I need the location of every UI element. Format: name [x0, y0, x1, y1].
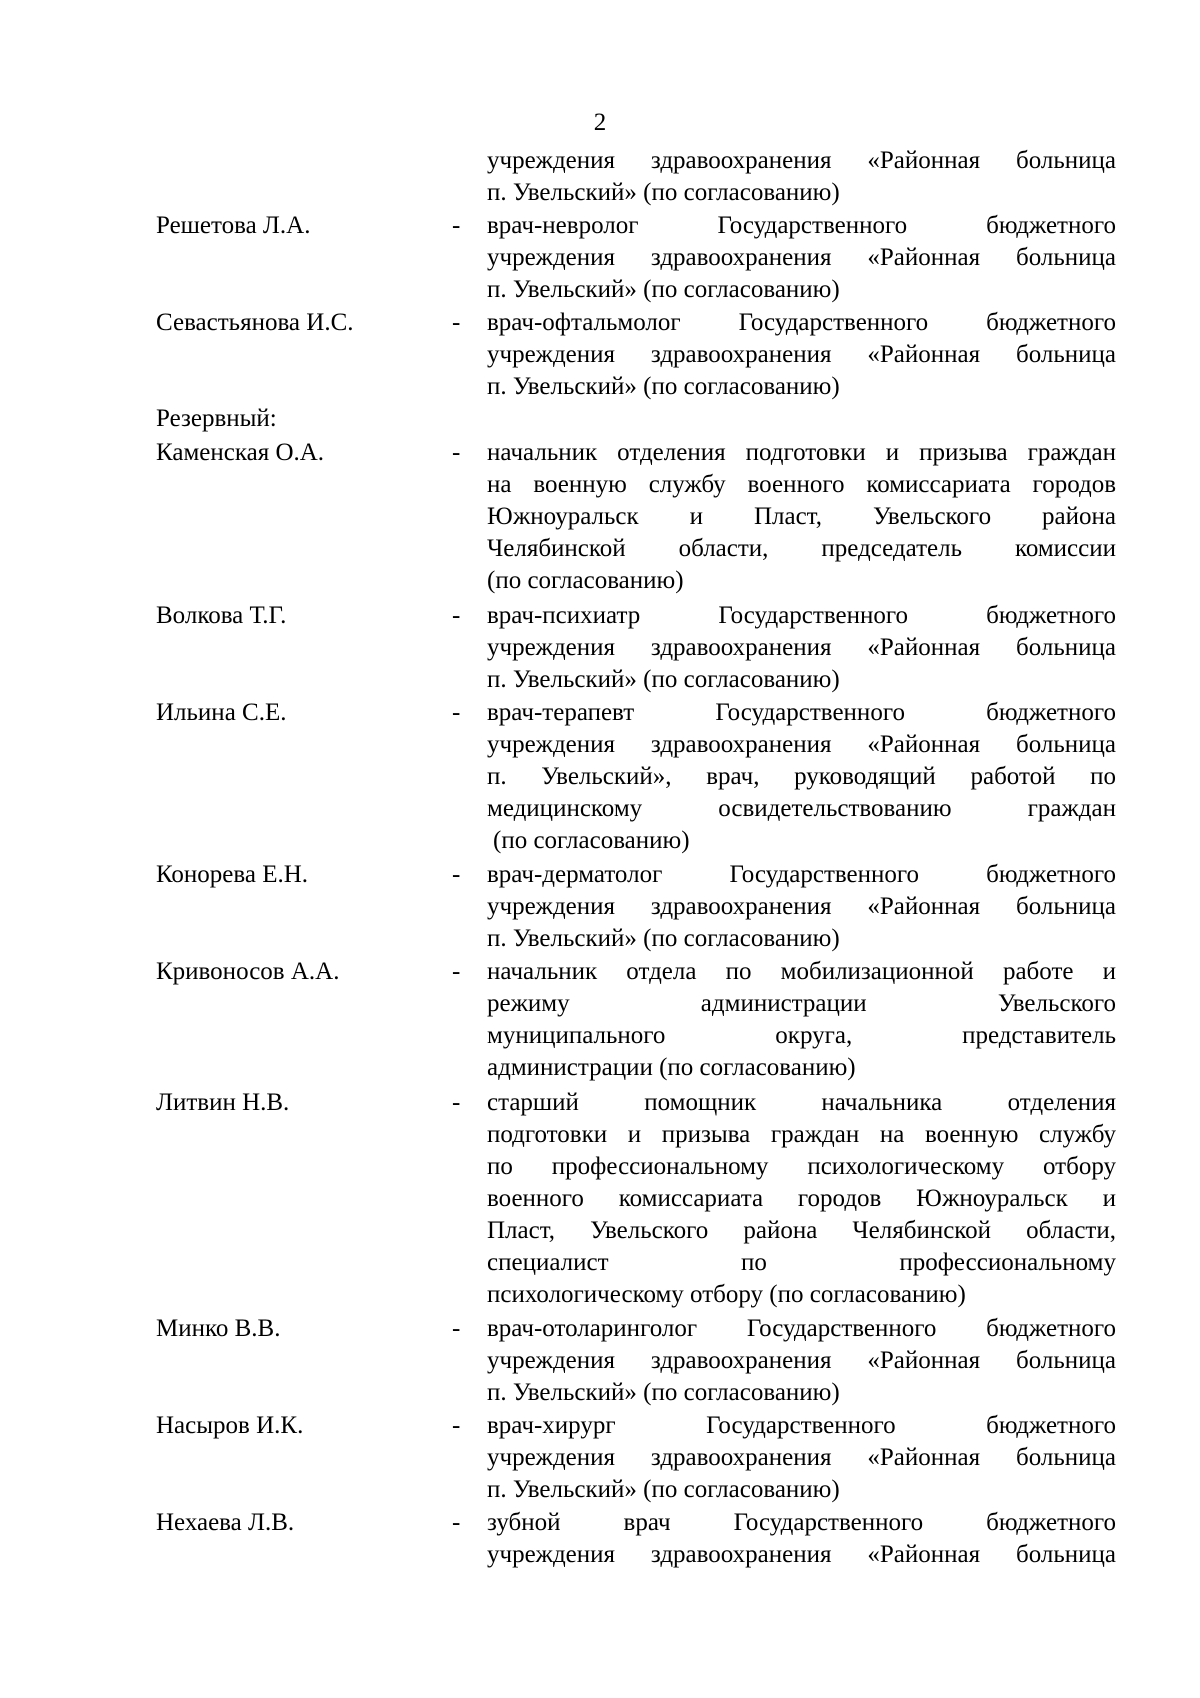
member-description: [487, 210, 1116, 306]
description-line: муниципального округа, представитель: [487, 1022, 1116, 1049]
dash: -: [452, 958, 461, 985]
dash: -: [452, 1315, 461, 1342]
member-name: Нехаева Л.В.: [156, 1509, 295, 1536]
description-line: начальник отделения подготовки и призыва граждан: [487, 439, 1116, 466]
description-line: учреждения здравоохранения «Районная больница: [487, 893, 1116, 920]
description-line: (по согласованию): [493, 827, 690, 854]
description-line: зубной врач Государственного бюджетного: [487, 1509, 1116, 1536]
member-name: Конорева Е.Н.: [156, 861, 309, 888]
description-line: психологическому отбору (по согласованию): [487, 1281, 966, 1308]
dash: -: [452, 699, 461, 726]
description-line: врач-офтальмолог Государственного бюджетного: [487, 309, 1116, 336]
description-line: подготовки и призыва граждан на военную службу: [487, 1121, 1116, 1148]
description-line: режиму администрации Увельского: [487, 990, 1116, 1017]
member-description: [487, 1507, 1116, 1571]
description-line: п. Увельский» (по согласованию): [487, 179, 840, 206]
description-line: учреждения здравоохранения «Районная больница: [487, 147, 1116, 174]
dash: -: [452, 1412, 461, 1439]
description-line: п. Увельский» (по согласованию): [487, 925, 840, 952]
description-line: учреждения здравоохранения «Районная больница: [487, 634, 1116, 661]
member-name: Каменская О.А.: [156, 439, 325, 466]
reserve-heading: Резервный:: [156, 405, 277, 432]
dash: -: [452, 1089, 461, 1116]
member-name: Кривоносов А.А.: [156, 958, 340, 985]
member-name: Минко В.В.: [156, 1315, 281, 1342]
description-line: старший помощник начальника отделения: [487, 1089, 1116, 1116]
description-line: Пласт, Увельского района Челябинской области,: [487, 1217, 1116, 1244]
description-line: врач-дерматолог Государственного бюджетного: [487, 861, 1116, 888]
member-description: [487, 859, 1116, 955]
description-line: врач-хирург Государственного бюджетного: [487, 1412, 1116, 1439]
dash: -: [452, 1509, 461, 1536]
description-line: п. Увельский» (по согласованию): [487, 1379, 840, 1406]
member-description: [487, 437, 1116, 597]
member-name: Севастьянова И.С.: [156, 309, 354, 336]
description-line: медицинскому освидетельствованию граждан: [487, 795, 1116, 822]
description-line: Челябинской области, председатель комиссии: [487, 535, 1116, 562]
member-name: Литвин Н.В.: [156, 1089, 290, 1116]
description-line: п. Увельский», врач, руководящий работой по: [487, 763, 1116, 790]
page-number: 2: [593, 109, 607, 136]
description-line: (по согласованию): [487, 567, 684, 594]
dash: -: [452, 602, 461, 629]
description-line: п. Увельский» (по согласованию): [487, 373, 840, 400]
dash: -: [452, 439, 461, 466]
member-name: Ильина С.Е.: [156, 699, 287, 726]
description-line: Южноуральск и Пласт, Увельского района: [487, 503, 1116, 530]
description-line: врач-терапевт Государственного бюджетного: [487, 699, 1116, 726]
description-line: учреждения здравоохранения «Районная больница: [487, 341, 1116, 368]
description-line: по профессиональному психологическому отбору: [487, 1153, 1116, 1180]
continuation-description: [487, 145, 1116, 209]
description-line: администрации (по согласованию): [487, 1054, 856, 1081]
description-line: военного комиссариата городов Южноуральск и: [487, 1185, 1116, 1212]
dash: -: [452, 212, 461, 239]
member-name: Насыров И.К.: [156, 1412, 304, 1439]
dash: -: [452, 861, 461, 888]
description-line: п. Увельский» (по согласованию): [487, 276, 840, 303]
member-name: Решетова Л.А.: [156, 212, 311, 239]
member-name: Волкова Т.Г.: [156, 602, 287, 629]
description-line: п. Увельский» (по согласованию): [487, 666, 840, 693]
description-line: учреждения здравоохранения «Районная больница: [487, 1444, 1116, 1471]
description-line: врач-психиатр Государственного бюджетного: [487, 602, 1116, 629]
member-description: [487, 1087, 1116, 1311]
description-line: врач-отоларинголог Государственного бюджетного: [487, 1315, 1116, 1342]
dash: -: [452, 309, 461, 336]
description-line: врач-невролог Государственного бюджетного: [487, 212, 1116, 239]
description-line: п. Увельский» (по согласованию): [487, 1476, 840, 1503]
description-line: начальник отдела по мобилизационной работе и: [487, 958, 1116, 985]
description-line: учреждения здравоохранения «Районная больница: [487, 1541, 1116, 1568]
member-description: [487, 1410, 1116, 1506]
description-line: учреждения здравоохранения «Районная больница: [487, 1347, 1116, 1374]
description-line: учреждения здравоохранения «Районная больница: [487, 244, 1116, 271]
description-line: учреждения здравоохранения «Районная больница: [487, 731, 1116, 758]
member-description: [487, 956, 1116, 1084]
member-description: [487, 600, 1116, 696]
description-line: специалист по профессиональному: [487, 1249, 1116, 1276]
member-description: [487, 1313, 1116, 1409]
member-description: [487, 697, 1116, 857]
description-line: на военную службу военного комиссариата городов: [487, 471, 1116, 498]
member-description: [487, 307, 1116, 403]
